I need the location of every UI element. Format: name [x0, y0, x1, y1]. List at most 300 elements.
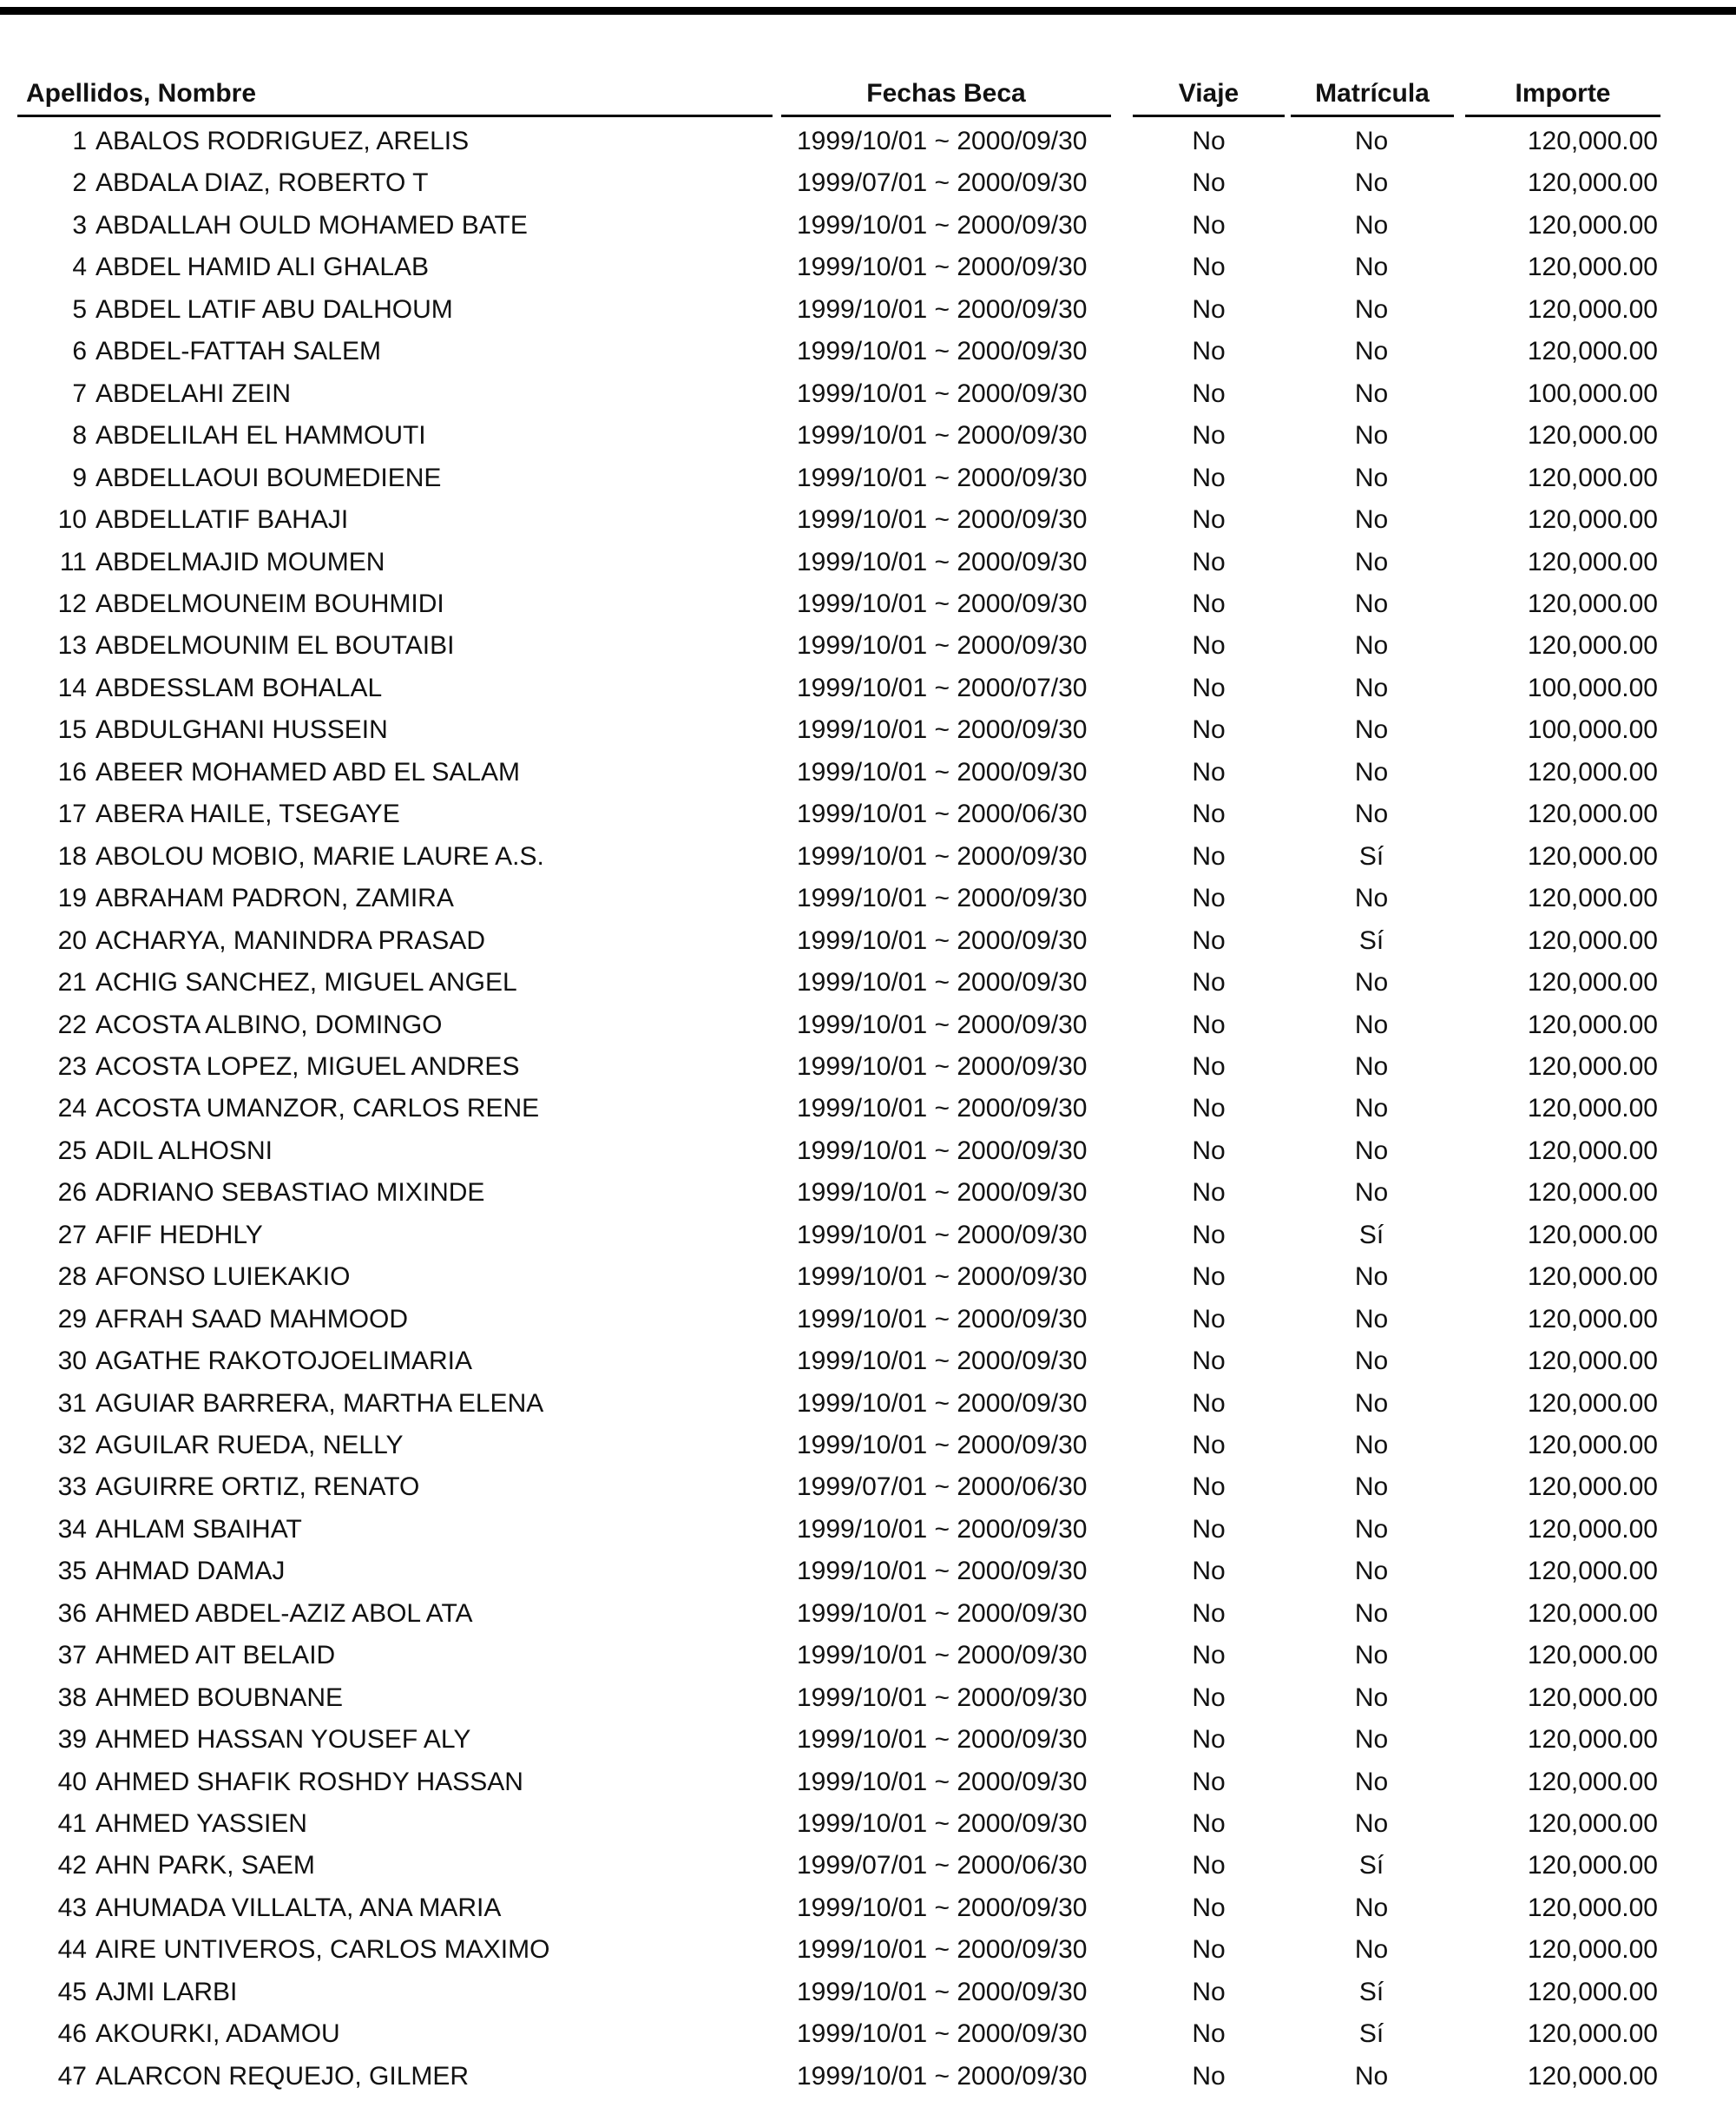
row-viaje: No	[1192, 253, 1226, 282]
row-number: 17	[57, 800, 87, 829]
row-number: 18	[57, 841, 87, 871]
row-viaje: No	[1192, 884, 1226, 913]
row-dates: 1999/07/01 ~ 2000/06/30	[797, 1851, 1088, 1880]
table-row	[0, 668, 1736, 710]
row-dates: 1999/10/01 ~ 2000/09/30	[797, 631, 1088, 661]
row-number: 45	[57, 1977, 87, 2006]
table-row	[0, 1256, 1736, 1299]
row-importe: 120,000.00	[1527, 421, 1658, 451]
table-row	[0, 1425, 1736, 1467]
row-matricula: No	[1354, 1767, 1389, 1796]
row-dates: 1999/10/01 ~ 2000/09/30	[797, 841, 1088, 871]
table-row	[0, 542, 1736, 584]
row-importe: 120,000.00	[1527, 1051, 1658, 1081]
row-viaje: No	[1192, 715, 1226, 745]
row-dates: 1999/10/01 ~ 2000/09/30	[797, 1388, 1088, 1418]
table-row	[0, 1088, 1736, 1130]
row-matricula: No	[1354, 463, 1389, 492]
row-importe: 100,000.00	[1527, 673, 1658, 702]
row-number: 3	[72, 210, 87, 240]
row-name: ABDESSLAM BOHALAL	[95, 673, 383, 702]
row-viaje: No	[1192, 463, 1226, 492]
row-matricula: No	[1354, 1641, 1389, 1670]
row-number: 28	[57, 1262, 87, 1292]
table-row	[0, 1215, 1736, 1257]
row-name: AHMED AIT BELAID	[95, 1641, 336, 1670]
row-importe: 120,000.00	[1527, 210, 1658, 240]
row-dates: 1999/10/01 ~ 2000/09/30	[797, 1598, 1088, 1628]
row-dates: 1999/10/01 ~ 2000/09/30	[797, 1262, 1088, 1292]
row-viaje: No	[1192, 631, 1226, 661]
row-matricula: Sí	[1358, 1220, 1384, 1249]
row-number: 34	[57, 1514, 87, 1544]
row-viaje: No	[1192, 379, 1226, 408]
row-importe: 120,000.00	[1527, 1514, 1658, 1544]
row-dates: 1999/10/01 ~ 2000/09/30	[797, 463, 1088, 492]
row-viaje: No	[1192, 1051, 1226, 1081]
row-number: 11	[59, 547, 87, 576]
row-name: ABERA HAILE, TSEGAYE	[95, 800, 400, 829]
row-importe: 120,000.00	[1527, 127, 1658, 155]
row-name: AHMED YASSIEN	[95, 1809, 307, 1838]
row-name: ALARCON REQUEJO, GILMER	[95, 2061, 470, 2091]
row-dates: 1999/10/01 ~ 2000/09/30	[797, 884, 1088, 913]
row-number: 13	[57, 631, 87, 661]
row-number: 37	[57, 1641, 87, 1670]
row-matricula: Sí	[1358, 925, 1384, 955]
table-row	[0, 1299, 1736, 1341]
row-number: 26	[57, 1178, 87, 1208]
row-importe: 120,000.00	[1527, 1851, 1658, 1880]
row-number: 15	[57, 715, 87, 745]
row-name: AHUMADA VILLALTA, ANA MARIA	[95, 1893, 502, 1922]
row-viaje: No	[1192, 1809, 1226, 1838]
row-importe: 120,000.00	[1527, 968, 1658, 997]
row-number: 43	[57, 1893, 87, 1922]
row-matricula: No	[1354, 1262, 1389, 1292]
table-row	[0, 1340, 1736, 1383]
row-name: AHMED HASSAN YOUSEF ALY	[95, 1725, 471, 1755]
table-row	[0, 1172, 1736, 1215]
row-matricula: No	[1354, 589, 1389, 618]
row-name: ACHIG SANCHEZ, MIGUEL ANGEL	[95, 968, 517, 997]
table-row	[0, 458, 1736, 500]
row-number: 47	[57, 2061, 87, 2091]
row-number: 16	[57, 757, 87, 787]
row-importe: 120,000.00	[1527, 1262, 1658, 1292]
row-name: AFONSO LUIEKAKIO	[95, 1262, 351, 1292]
row-dates: 1999/10/01 ~ 2000/09/30	[797, 547, 1088, 576]
row-number: 41	[57, 1809, 87, 1838]
table-row	[0, 415, 1736, 458]
row-number: 14	[57, 673, 87, 702]
row-importe: 120,000.00	[1527, 337, 1658, 366]
table-row	[0, 1803, 1736, 1846]
row-name: AHMED ABDEL-AZIZ ABOL ATA	[95, 1598, 473, 1628]
row-dates: 1999/10/01 ~ 2000/09/30	[797, 1809, 1088, 1838]
row-number: 31	[57, 1388, 87, 1418]
row-viaje: No	[1192, 1683, 1226, 1712]
row-matricula: No	[1354, 253, 1389, 282]
row-importe: 120,000.00	[1527, 505, 1658, 534]
row-importe: 120,000.00	[1527, 1388, 1658, 1418]
row-matricula: No	[1354, 127, 1389, 155]
row-viaje: No	[1192, 1388, 1226, 1418]
row-matricula: No	[1354, 884, 1389, 913]
row-dates: 1999/10/01 ~ 2000/09/30	[797, 1347, 1088, 1376]
row-name: AHLAM SBAIHAT	[95, 1514, 302, 1544]
row-matricula: No	[1354, 1725, 1389, 1755]
row-importe: 120,000.00	[1527, 1809, 1658, 1838]
row-dates: 1999/10/01 ~ 2000/09/30	[797, 337, 1088, 366]
row-dates: 1999/10/01 ~ 2000/09/30	[797, 1514, 1088, 1544]
row-number: 46	[57, 2019, 87, 2049]
row-dates: 1999/10/01 ~ 2000/09/30	[797, 2019, 1088, 2049]
table-row	[0, 1046, 1736, 1089]
row-importe: 120,000.00	[1527, 925, 1658, 955]
table-row	[0, 205, 1736, 247]
row-matricula: No	[1354, 1178, 1389, 1208]
row-name: ABDULGHANI HUSSEIN	[95, 715, 388, 745]
row-dates: 1999/10/01 ~ 2000/09/30	[797, 1641, 1088, 1670]
row-matricula: No	[1354, 1893, 1389, 1922]
row-dates: 1999/10/01 ~ 2000/06/30	[797, 800, 1088, 829]
row-viaje: No	[1192, 800, 1226, 829]
row-number: 12	[57, 589, 87, 618]
row-viaje: No	[1192, 1136, 1226, 1165]
row-importe: 120,000.00	[1527, 1683, 1658, 1712]
row-name: ABDELMOUNIM EL BOUTAIBI	[95, 631, 455, 661]
row-viaje: No	[1192, 1977, 1226, 2006]
table-row	[0, 1845, 1736, 1887]
row-dates: 1999/10/01 ~ 2000/09/30	[797, 968, 1088, 997]
table-row	[0, 709, 1736, 752]
table-row	[0, 1466, 1736, 1509]
row-matricula: No	[1354, 1472, 1389, 1502]
row-importe: 120,000.00	[1527, 1725, 1658, 1755]
table-row	[0, 162, 1736, 205]
row-viaje: No	[1192, 673, 1226, 702]
row-importe: 100,000.00	[1527, 715, 1658, 745]
row-name: AHMED BOUBNANE	[95, 1683, 344, 1712]
header-matricula: Matrícula	[1315, 79, 1430, 108]
row-dates: 1999/10/01 ~ 2000/09/30	[797, 1220, 1088, 1249]
table-row	[0, 1719, 1736, 1762]
row-matricula: No	[1354, 1304, 1389, 1334]
row-viaje: No	[1192, 337, 1226, 366]
row-number: 1	[72, 127, 87, 155]
table-row	[0, 2056, 1736, 2098]
row-matricula: No	[1354, 1683, 1389, 1712]
row-number: 39	[57, 1725, 87, 1755]
row-matricula: No	[1354, 800, 1389, 829]
row-viaje: No	[1192, 210, 1226, 240]
row-importe: 120,000.00	[1527, 1304, 1658, 1334]
row-dates: 1999/10/01 ~ 2000/09/30	[797, 1893, 1088, 1922]
table-row	[0, 289, 1736, 332]
row-dates: 1999/10/01 ~ 2000/09/30	[797, 1683, 1088, 1712]
table-row	[0, 247, 1736, 289]
row-number: 27	[57, 1220, 87, 1249]
row-importe: 120,000.00	[1527, 841, 1658, 871]
row-viaje: No	[1192, 1641, 1226, 1670]
row-number: 32	[57, 1431, 87, 1459]
row-name: ABDALLAH OULD MOHAMED BATE	[95, 210, 528, 240]
row-importe: 120,000.00	[1527, 1935, 1658, 1965]
row-number: 42	[57, 1851, 87, 1880]
row-number: 5	[72, 294, 87, 324]
row-matricula: Sí	[1358, 1851, 1384, 1880]
table-row	[0, 625, 1736, 668]
row-importe: 120,000.00	[1527, 1893, 1658, 1922]
row-dates: 1999/10/01 ~ 2000/09/30	[797, 1977, 1088, 2006]
row-viaje: No	[1192, 1347, 1226, 1376]
row-dates: 1999/10/01 ~ 2000/09/30	[797, 1935, 1088, 1965]
row-name: ABRAHAM PADRON, ZAMIRA	[95, 884, 454, 913]
table-row	[0, 121, 1736, 163]
row-matricula: No	[1354, 1388, 1389, 1418]
row-matricula: No	[1354, 1347, 1389, 1376]
row-viaje: No	[1192, 1725, 1226, 1755]
row-viaje: No	[1192, 1304, 1226, 1334]
row-name: ABDELMOUNEIM BOUHMIDI	[95, 589, 444, 618]
row-matricula: No	[1354, 1598, 1389, 1628]
row-name: ABDELILAH EL HAMMOUTI	[95, 421, 426, 451]
row-dates: 1999/10/01 ~ 2000/09/30	[797, 1725, 1088, 1755]
row-number: 19	[57, 884, 87, 913]
row-viaje: No	[1192, 925, 1226, 955]
table-row	[0, 1762, 1736, 1804]
row-matricula: No	[1354, 715, 1389, 745]
row-name: AIRE UNTIVEROS, CARLOS MAXIMO	[95, 1935, 550, 1965]
row-name: ABDEL HAMID ALI GHALAB	[95, 253, 430, 282]
row-matricula: No	[1354, 968, 1389, 997]
row-number: 21	[57, 968, 87, 997]
table-row	[0, 2013, 1736, 2056]
row-dates: 1999/10/01 ~ 2000/09/30	[797, 294, 1088, 324]
header-viaje: Viaje	[1178, 79, 1240, 108]
table-row	[0, 1509, 1736, 1551]
row-name: AJMI LARBI	[95, 1977, 238, 2006]
row-matricula: No	[1354, 1136, 1389, 1165]
row-importe: 120,000.00	[1527, 1641, 1658, 1670]
row-importe: 120,000.00	[1527, 1094, 1658, 1123]
table-row	[0, 331, 1736, 373]
table-row	[0, 836, 1736, 879]
row-importe: 120,000.00	[1527, 1010, 1658, 1039]
row-matricula: No	[1354, 421, 1389, 451]
row-number: 20	[57, 925, 87, 955]
row-number: 22	[57, 1010, 87, 1039]
row-viaje: No	[1192, 1514, 1226, 1544]
row-dates: 1999/10/01 ~ 2000/09/30	[797, 589, 1088, 618]
row-dates: 1999/10/01 ~ 2000/09/30	[797, 1431, 1088, 1459]
row-number: 44	[57, 1935, 87, 1965]
row-matricula: No	[1354, 1557, 1389, 1586]
row-name: AHN PARK, SAEM	[95, 1851, 315, 1880]
row-matricula: Sí	[1358, 2019, 1384, 2049]
row-dates: 1999/10/01 ~ 2000/09/30	[797, 1767, 1088, 1796]
row-number: 29	[57, 1304, 87, 1334]
row-viaje: No	[1192, 757, 1226, 787]
row-name: AGUIAR BARRERA, MARTHA ELENA	[95, 1388, 544, 1418]
row-dates: 1999/07/01 ~ 2000/09/30	[797, 168, 1088, 198]
row-importe: 100,000.00	[1527, 379, 1658, 408]
row-viaje: No	[1192, 547, 1226, 576]
row-viaje: No	[1192, 1431, 1226, 1459]
table-row	[0, 1593, 1736, 1636]
row-dates: 1999/10/01 ~ 2000/07/30	[797, 673, 1088, 702]
row-name: AKOURKI, ADAMOU	[95, 2019, 340, 2049]
row-matricula: No	[1354, 631, 1389, 661]
row-importe: 120,000.00	[1527, 631, 1658, 661]
row-importe: 120,000.00	[1527, 589, 1658, 618]
row-matricula: No	[1354, 1051, 1389, 1081]
row-matricula: No	[1354, 547, 1389, 576]
table-row	[0, 1130, 1736, 1173]
table-row	[0, 752, 1736, 794]
row-viaje: No	[1192, 1094, 1226, 1123]
row-viaje: No	[1192, 1935, 1226, 1965]
row-name: ABDELLAOUI BOUMEDIENE	[95, 463, 442, 492]
row-matricula: No	[1354, 337, 1389, 366]
row-number: 10	[57, 505, 87, 534]
row-importe: 120,000.00	[1527, 1136, 1658, 1165]
row-importe: 120,000.00	[1527, 1220, 1658, 1249]
row-dates: 1999/10/01 ~ 2000/09/30	[797, 2061, 1088, 2091]
row-importe: 120,000.00	[1527, 884, 1658, 913]
row-name: ABDELLATIF BAHAJI	[95, 505, 349, 534]
row-name: AHMAD DAMAJ	[95, 1557, 286, 1586]
row-name: AFIF HEDHLY	[95, 1220, 263, 1249]
row-viaje: No	[1192, 1178, 1226, 1208]
row-number: 30	[57, 1347, 87, 1376]
header-importe: Importe	[1515, 79, 1611, 108]
row-dates: 1999/10/01 ~ 2000/09/30	[797, 1178, 1088, 1208]
table-row	[0, 794, 1736, 836]
row-name: AHMED SHAFIK ROSHDY HASSAN	[95, 1767, 523, 1796]
row-importe: 120,000.00	[1527, 1557, 1658, 1586]
row-dates: 1999/07/01 ~ 2000/06/30	[797, 1472, 1088, 1502]
row-name: ABDELMAJID MOUMEN	[95, 547, 385, 576]
row-viaje: No	[1192, 1767, 1226, 1796]
row-viaje: No	[1192, 1851, 1226, 1880]
row-dates: 1999/10/01 ~ 2000/09/30	[797, 1094, 1088, 1123]
table-row	[0, 1677, 1736, 1720]
row-number: 4	[72, 253, 87, 282]
table-row	[0, 1551, 1736, 1593]
row-name: ADRIANO SEBASTIAO MIXINDE	[95, 1178, 485, 1208]
row-name: ACOSTA LOPEZ, MIGUEL ANDRES	[95, 1051, 520, 1081]
row-importe: 120,000.00	[1527, 1767, 1658, 1796]
row-matricula: No	[1354, 1431, 1389, 1459]
row-matricula: No	[1354, 2061, 1389, 2091]
row-name: ABEER MOHAMED ABD EL SALAM	[95, 757, 521, 787]
row-matricula: No	[1354, 757, 1389, 787]
row-name: AGUIRRE ORTIZ, RENATO	[95, 1472, 420, 1502]
row-viaje: No	[1192, 505, 1226, 534]
row-viaje: No	[1192, 1472, 1226, 1502]
row-dates: 1999/10/01 ~ 2000/09/30	[797, 379, 1088, 408]
row-name: ADIL ALHOSNI	[95, 1136, 273, 1165]
row-matricula: No	[1354, 210, 1389, 240]
row-matricula: Sí	[1358, 841, 1384, 871]
table-row	[0, 373, 1736, 416]
row-viaje: No	[1192, 1557, 1226, 1586]
row-matricula: No	[1354, 379, 1389, 408]
header-dates: Fechas Beca	[866, 79, 1026, 108]
table-row	[0, 1929, 1736, 1972]
row-name: ACHARYA, MANINDRA PRASAD	[95, 925, 485, 955]
row-name: ABDALA DIAZ, ROBERTO T	[95, 168, 429, 198]
row-matricula: No	[1354, 1094, 1389, 1123]
table-row	[0, 1635, 1736, 1677]
row-viaje: No	[1192, 1220, 1226, 1249]
row-name: ABOLOU MOBIO, MARIE LAURE A.S.	[95, 841, 544, 871]
row-number: 6	[72, 337, 87, 366]
row-viaje: No	[1192, 127, 1226, 155]
row-number: 2	[72, 168, 87, 198]
row-dates: 1999/10/01 ~ 2000/09/30	[797, 1557, 1088, 1586]
header-name: Apellidos, Nombre	[26, 79, 257, 108]
row-importe: 120,000.00	[1527, 547, 1658, 576]
row-number: 25	[57, 1136, 87, 1165]
row-viaje: No	[1192, 1598, 1226, 1628]
table-row	[0, 499, 1736, 542]
row-dates: 1999/10/01 ~ 2000/09/30	[797, 421, 1088, 451]
row-viaje: No	[1192, 294, 1226, 324]
table-row	[0, 920, 1736, 963]
row-name: AFRAH SAAD MAHMOOD	[95, 1304, 409, 1334]
row-name: ABDEL-FATTAH SALEM	[95, 337, 381, 366]
row-name: AGATHE RAKOTOJOELIMARIA	[95, 1347, 472, 1376]
row-importe: 120,000.00	[1527, 294, 1658, 324]
row-dates: 1999/10/01 ~ 2000/09/30	[797, 1051, 1088, 1081]
row-dates: 1999/10/01 ~ 2000/09/30	[797, 1010, 1088, 1039]
row-importe: 120,000.00	[1527, 2019, 1658, 2049]
row-importe: 120,000.00	[1527, 463, 1658, 492]
row-viaje: No	[1192, 841, 1226, 871]
row-importe: 120,000.00	[1527, 1178, 1658, 1208]
row-importe: 120,000.00	[1527, 2061, 1658, 2091]
table-row	[0, 878, 1736, 920]
row-dates: 1999/10/01 ~ 2000/09/30	[797, 505, 1088, 534]
row-dates: 1999/10/01 ~ 2000/09/30	[797, 127, 1088, 155]
row-matricula: No	[1354, 673, 1389, 702]
table-row	[0, 1887, 1736, 1930]
row-importe: 120,000.00	[1527, 253, 1658, 282]
row-name: ABDELAHI ZEIN	[95, 379, 292, 408]
row-viaje: No	[1192, 589, 1226, 618]
row-viaje: No	[1192, 2061, 1226, 2091]
row-importe: 120,000.00	[1527, 1347, 1658, 1376]
row-dates: 1999/10/01 ~ 2000/09/30	[797, 757, 1088, 787]
table-row	[0, 1972, 1736, 2014]
table-row	[0, 962, 1736, 1004]
row-viaje: No	[1192, 1262, 1226, 1292]
row-matricula: Sí	[1358, 1977, 1384, 2006]
row-dates: 1999/10/01 ~ 2000/09/30	[797, 715, 1088, 745]
row-number: 40	[57, 1767, 87, 1796]
row-dates: 1999/10/01 ~ 2000/09/30	[797, 1136, 1088, 1165]
row-dates: 1999/10/01 ~ 2000/09/30	[797, 925, 1088, 955]
row-name: AGUILAR RUEDA, NELLY	[95, 1431, 404, 1459]
row-number: 36	[57, 1598, 87, 1628]
table-row	[0, 1383, 1736, 1426]
row-number: 7	[72, 379, 87, 408]
row-importe: 120,000.00	[1527, 800, 1658, 829]
row-number: 9	[72, 463, 87, 492]
